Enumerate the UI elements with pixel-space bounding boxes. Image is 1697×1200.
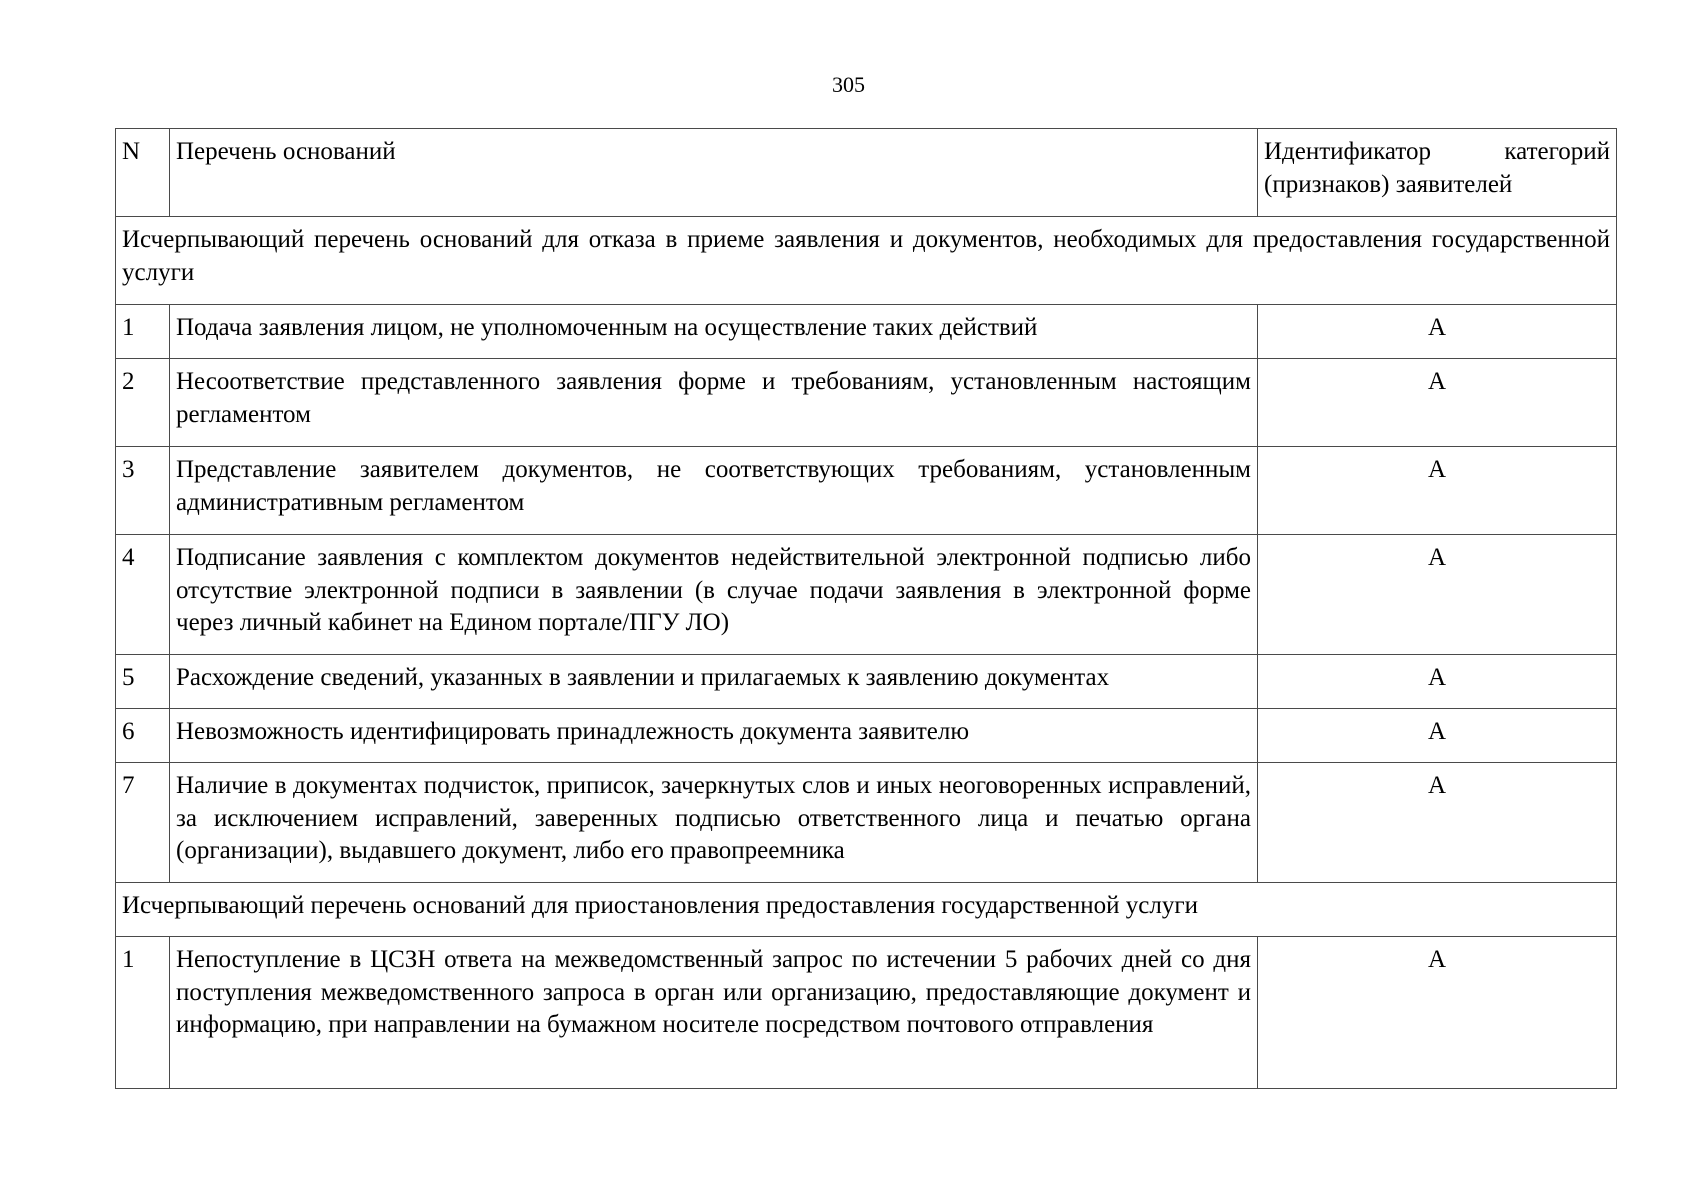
section-title-row: [116, 217, 1617, 305]
table-row: [116, 655, 1617, 709]
row-identifier: А: [1258, 359, 1617, 447]
row-number: 3: [116, 447, 170, 535]
reasons-table: [115, 128, 1617, 1089]
table-row: [116, 447, 1617, 535]
row-number: 6: [116, 709, 170, 763]
row-number: 1: [116, 305, 170, 359]
row-reason: Расхождение сведений, указанных в заявлении и прилагаемых к заявлению документах: [170, 655, 1258, 709]
row-reason: Подача заявления лицом, не уполномоченным на осуществление таких действий: [170, 305, 1258, 359]
row-number: 4: [116, 535, 170, 655]
row-identifier: А: [1258, 447, 1617, 535]
row-reason: Несоответствие представленного заявления форме и требованиям, установленным настоящим регламентом: [170, 359, 1258, 447]
table-header-row: [116, 129, 1617, 217]
row-identifier: А: [1258, 709, 1617, 763]
row-identifier: А: [1258, 305, 1617, 359]
table-row: [116, 763, 1617, 883]
row-reason: Невозможность идентифицировать принадлежность документа заявителю: [170, 709, 1258, 763]
row-number: 7: [116, 763, 170, 883]
row-identifier: А: [1258, 937, 1617, 1089]
row-identifier: А: [1258, 763, 1617, 883]
row-reason: Наличие в документах подчисток, приписок, зачеркнутых слов и иных неоговоренных исправлений, за исключением исправлений, заверенных подписью ответственного лица и печатью органа (организации), выдавшего документ, либо его правопреемника: [170, 763, 1258, 883]
row-reason: Непоступление в ЦСЗН ответа на межведомственный запрос по истечении 5 рабочих дней со дня поступления межведомственного запроса в орган или организацию, предоставляющие документ и информацию, при направлении на бумажном носителе посредством почтового отправления: [170, 937, 1258, 1089]
section-title-refusal: Исчерпывающий перечень оснований для отказа в приеме заявления и документов, необходимых для предоставления государственной услуги: [116, 217, 1617, 305]
row-reason: Подписание заявления с комплектом документов недействительной электронной подписью либо отсутствие электронной подписи в заявлении (в случае подачи заявления в электронной форме через личный кабинет на Едином портале/ПГУ ЛО): [170, 535, 1258, 655]
header-num: N: [116, 129, 170, 217]
row-reason: Представление заявителем документов, не соответствующих требованиям, установленным административным регламентом: [170, 447, 1258, 535]
row-number: 2: [116, 359, 170, 447]
row-identifier: А: [1258, 535, 1617, 655]
section-title-suspension: Исчерпывающий перечень оснований для приостановления предоставления государственной услуги: [116, 883, 1617, 937]
table-row: [116, 535, 1617, 655]
table-row: [116, 937, 1617, 1089]
table-row: [116, 709, 1617, 763]
section-title-row: [116, 883, 1617, 937]
row-identifier: А: [1258, 655, 1617, 709]
table-row: [116, 359, 1617, 447]
page-number: 305: [832, 72, 865, 97]
table-row: [116, 305, 1617, 359]
header-identifier: Идентификатор категорий (признаков) заявителей: [1258, 129, 1617, 217]
header-reasons: Перечень оснований: [170, 129, 1258, 217]
row-number: 5: [116, 655, 170, 709]
row-number: 1: [116, 937, 170, 1089]
